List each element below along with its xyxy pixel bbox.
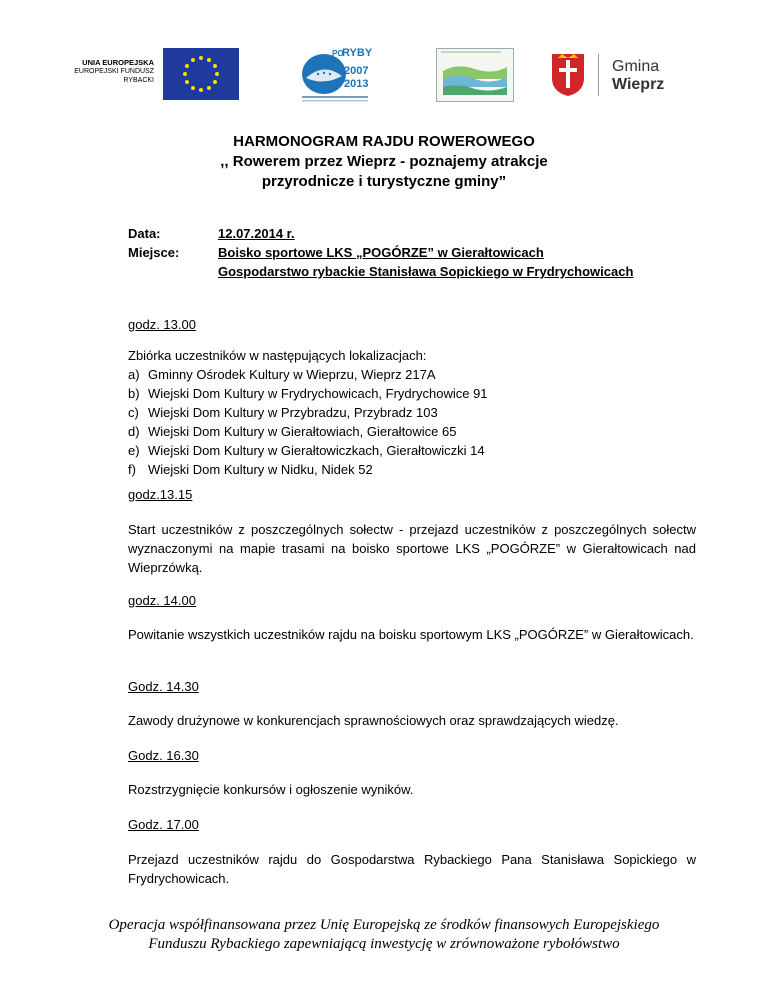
list-item-text: Wiejski Dom Kultury w Frydrychowicach, Frydrychowice 91	[148, 386, 488, 401]
list-item	[128, 403, 696, 422]
eu-fund-label	[64, 58, 154, 85]
eu-label-line2: EUROPEJSKI FUNDUSZ	[74, 68, 154, 75]
gmina-line2: Wieprz	[612, 76, 665, 93]
gmina-line1: Gmina	[612, 58, 660, 75]
place-label: Miejsce:	[128, 245, 180, 260]
schedule-text-4: Zawody drużynowe w konkurencjach sprawnościowych oraz sprawdzających wiedzę.	[128, 713, 619, 728]
list-marker: d)	[128, 424, 140, 439]
date-label: Data:	[128, 226, 161, 241]
list-marker: f)	[128, 462, 136, 477]
list-marker: e)	[128, 443, 140, 458]
eu-label-line3: RYBACKI	[123, 77, 154, 84]
list-item	[128, 384, 696, 403]
document-title	[0, 132, 768, 192]
svg-text:PO: PO	[332, 49, 344, 58]
schedule-text-2: Start uczestników z poszczególnych sołectw - przejazd uczestników z poszczególnych sołectw wyznaczonymi na mapie trasami na boisko sportowe LKS „POGÓRZE” w Gierałtowicach nad Wieprzówką.	[128, 522, 696, 575]
schedule-time-5: Godz. 16.30	[128, 748, 199, 763]
coat-of-arms-icon	[550, 52, 586, 98]
schedule-time-2: godz.13.15	[128, 487, 193, 502]
schedule-time-6: Godz. 17.00	[128, 817, 199, 832]
list-item-text: Gminny Ośrodek Kultury w Wieprzu, Wieprz 217A	[148, 367, 436, 382]
list-marker: b)	[128, 386, 140, 401]
schedule-text-5: Rozstrzygnięcie konkursów i ogłoszenie wyników.	[128, 782, 414, 797]
date-value: 12.07.2014 r.	[218, 226, 295, 241]
schedule-text-6: Przejazd uczestników rajdu do Gospodarstwa Rybackiego Pana Stanisława Sopickiego w Frydrychowicach.	[128, 852, 696, 886]
gathering-intro: Zbiórka uczestników w następujących lokalizacjach:	[128, 348, 427, 363]
list-item-text: Wiejski Dom Kultury w Gierałtowiach, Gierałtowice 65	[148, 424, 457, 439]
eu-label-line1: UNIA EUROPEJSKA	[82, 58, 154, 67]
place-value-1: Boisko sportowe LKS „POGÓRZE” w Gierałtowicach	[218, 245, 544, 260]
logo-bar	[0, 44, 768, 108]
schedule-time-4: Godz. 14.30	[128, 679, 199, 694]
logo-divider	[598, 54, 599, 96]
svg-text:RYBY: RYBY	[342, 47, 372, 59]
title-line3: przyrodnicze i turystyczne gminy”	[261, 173, 507, 190]
schedule-block-1	[128, 346, 696, 479]
gmina-wieprz-label	[612, 58, 664, 94]
title-line1: HARMONOGRAM RAJDU ROWEROWEGO	[233, 133, 535, 150]
list-marker: c)	[128, 405, 139, 420]
footer-line1: Operacja współfinansowana przez Unię Europejską ze środków finansowych Europejskiego	[108, 917, 660, 933]
svg-text:2013: 2013	[344, 78, 369, 90]
schedule-time-1: godz. 13.00	[128, 317, 196, 332]
gathering-locations-list	[128, 365, 696, 479]
funding-footer	[0, 916, 768, 954]
list-item	[128, 365, 696, 384]
eu-flag-icon	[163, 48, 239, 100]
lgr-landscape-logo	[436, 48, 514, 102]
list-item-text: Wiejski Dom Kultury w Nidku, Nidek 52	[148, 462, 373, 477]
list-item	[128, 422, 696, 441]
svg-text:2007: 2007	[344, 65, 369, 77]
list-item	[128, 441, 696, 460]
place-value-2: Gospodarstwo rybackie Stanisława Sopickiego w Frydrychowicach	[218, 264, 634, 279]
schedule-time-3: godz. 14.00	[128, 593, 196, 608]
po-ryby-logo	[298, 44, 372, 104]
schedule-text-3: Powitanie wszystkich uczestników rajdu na boisku sportowym LKS „POGÓRZE” w Gierałtowicach.	[128, 627, 694, 642]
list-item-text: Wiejski Dom Kultury w Przybradzu, Przybradz 103	[148, 405, 438, 420]
footer-line2: Funduszu Rybackiego zapewniającą inwestycję w zrównoważone rybołówstwo	[148, 936, 620, 952]
title-line2: ,, Rowerem przez Wieprz - poznajemy atrakcje	[220, 153, 548, 170]
list-item-text: Wiejski Dom Kultury w Gierałtowiczkach, Gierałtowiczki 14	[148, 443, 485, 458]
list-item	[128, 460, 696, 479]
list-marker: a)	[128, 367, 140, 382]
